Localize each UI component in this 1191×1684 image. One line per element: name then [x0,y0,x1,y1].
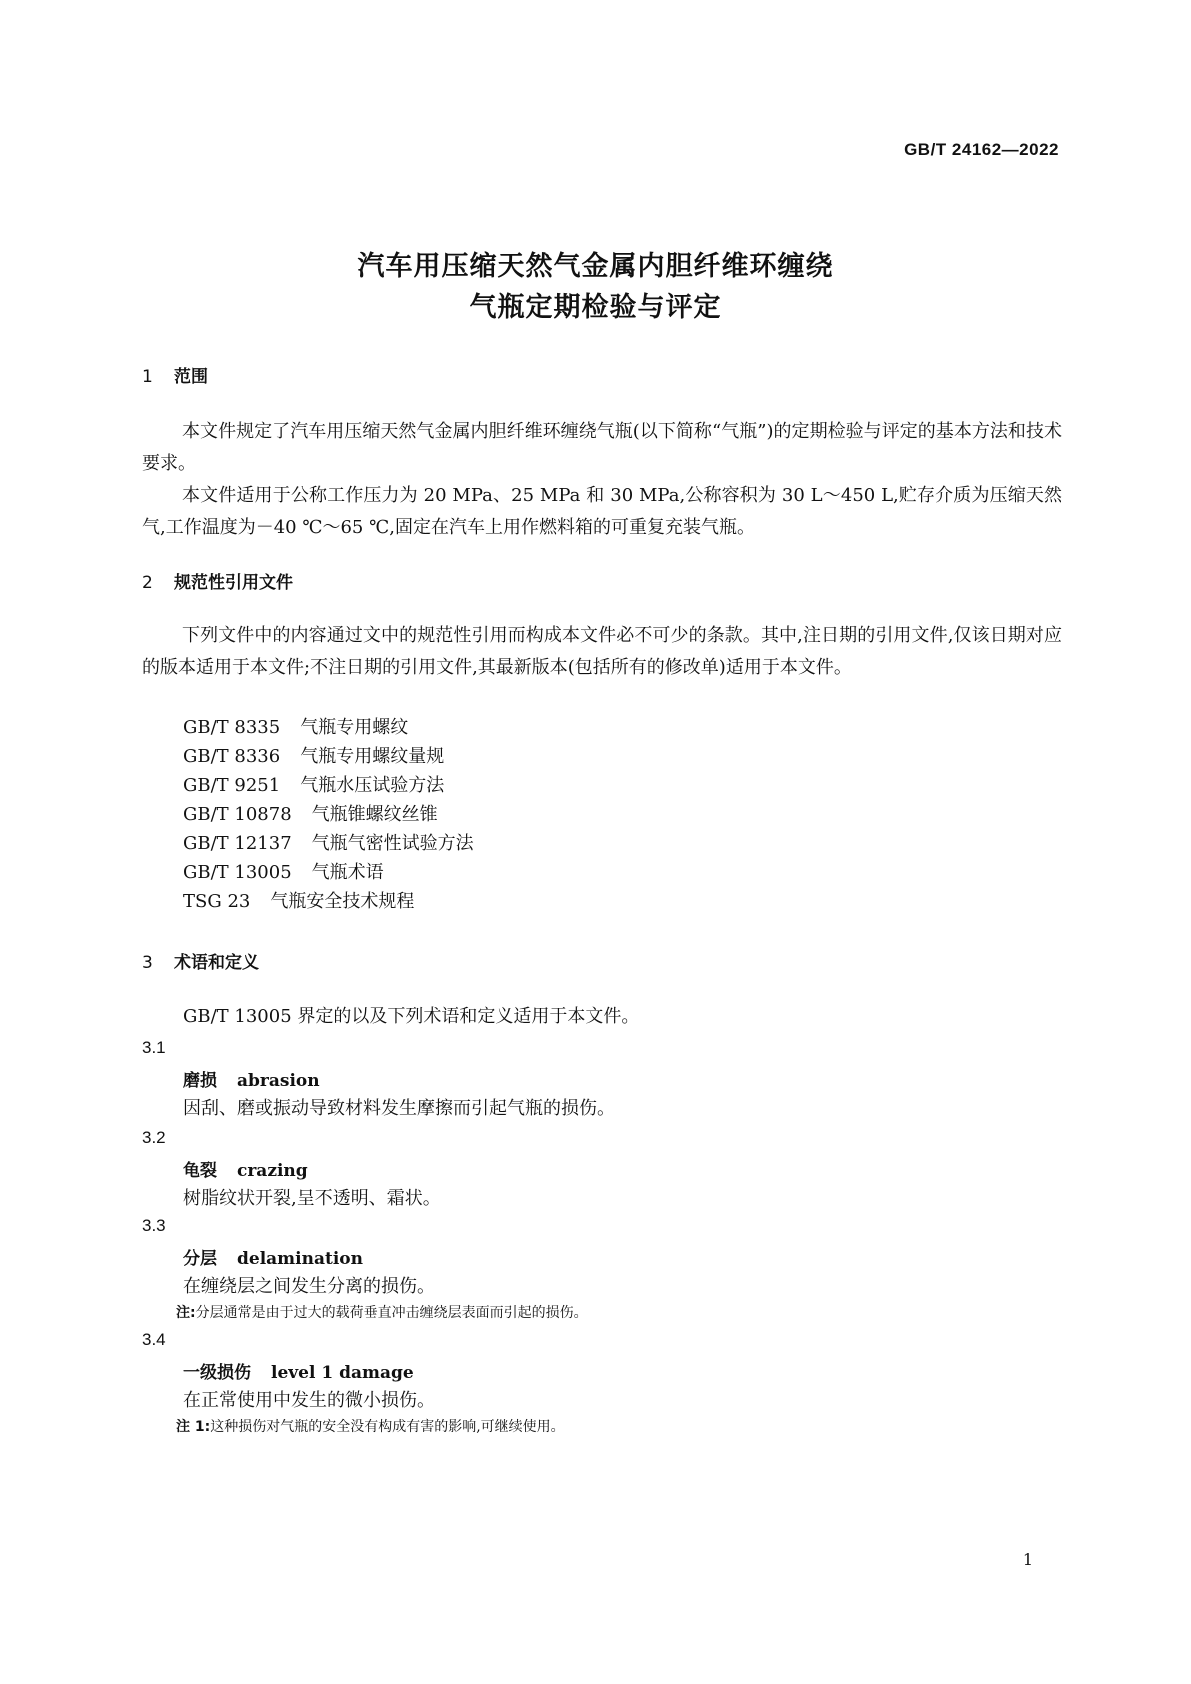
standard-code: GB/T 24162—2022 [904,140,1059,159]
note-label: 注 1: [176,1419,211,1435]
section-3-heading [142,948,259,973]
term-definition: 在缠绕层之间发生分离的损伤。 [183,1276,435,1297]
term-number: 3.3 [142,1216,166,1235]
term-note [176,1416,565,1436]
reference-item [183,800,438,826]
term-entry [183,1066,320,1091]
reference-title: 气瓶安全技术规程 [270,891,415,912]
page-number: 1 [1022,1550,1033,1569]
section-number: 1 [142,367,153,387]
reference-title: 气瓶水压试验方法 [300,775,445,796]
note-label: 注: [176,1305,196,1321]
reference-title: 气瓶术语 [311,862,384,883]
term-english: crazing [237,1161,308,1181]
term-number: 3.1 [142,1038,166,1057]
reference-title: 气瓶锥螺纹丝锥 [311,804,438,825]
term-entry [183,1156,308,1181]
reference-code: GB/T 9251 [183,775,281,796]
term-chinese: 磨损 [183,1071,217,1091]
reference-code: GB/T 8336 [183,746,281,767]
reference-item [183,887,414,913]
reference-code: GB/T 13005 [183,862,292,883]
reference-item [183,742,444,768]
section-number: 2 [142,573,153,593]
document-title-line-1: 汽车用压缩天然气金属内胆纤维环缠绕 [357,251,834,282]
document-title-line-2: 气瓶定期检验与评定 [469,292,722,323]
reference-code: GB/T 8335 [183,717,281,738]
section-2-heading [142,568,293,593]
reference-title: 气瓶专用螺纹量规 [300,746,445,767]
reference-code: GB/T 12137 [183,833,292,854]
reference-item [183,713,408,739]
reference-item [183,829,474,855]
terms-intro: GB/T 13005 界定的以及下列术语和定义适用于本文件。 [183,1006,640,1027]
scope-paragraph-1: 本文件规定了汽车用压缩天然气金属内胆纤维环缠绕气瓶(以下简称“气瓶”)的定期检验与评定的基本方法和技术要求。 [142,421,1062,474]
reference-title: 气瓶专用螺纹 [300,717,409,738]
term-entry [183,1244,363,1269]
term-english: level 1 damage [271,1363,414,1383]
reference-item [183,858,384,884]
section-number: 3 [142,953,153,973]
reference-code: TSG 23 [183,891,251,912]
term-definition: 在正常使用中发生的微小损伤。 [183,1390,435,1411]
section-1-heading [142,362,208,387]
section-title: 规范性引用文件 [174,573,293,593]
reference-title: 气瓶气密性试验方法 [311,833,474,854]
term-chinese: 分层 [183,1249,217,1269]
term-english: delamination [237,1249,364,1269]
note-text: 这种损伤对气瓶的安全没有构成有害的影响,可继续使用。 [210,1419,565,1435]
term-number: 3.2 [142,1128,166,1147]
section-title: 范围 [174,367,208,387]
note-text: 分层通常是由于过大的载荷垂直冲击缠绕层表面而引起的损伤。 [195,1305,588,1321]
reference-code: GB/T 10878 [183,804,292,825]
term-english: abrasion [237,1071,320,1091]
term-chinese: 一级损伤 [183,1363,251,1383]
term-note [176,1302,588,1322]
term-chinese: 龟裂 [183,1161,217,1181]
term-definition: 因刮、磨或振动导致材料发生摩擦而引起气瓶的损伤。 [183,1098,615,1119]
term-entry [183,1358,414,1383]
scope-paragraph-2: 本文件适用于公称工作压力为 20 MPa、25 MPa 和 30 MPa,公称容积为 30 L～450 L,贮存介质为压缩天然气,工作温度为－40 ℃～65 ℃,固定在汽车上用作燃料箱的可重复充装气瓶。 [142,485,1062,538]
reference-item [183,771,444,797]
normative-references-paragraph: 下列文件中的内容通过文中的规范性引用而构成本文件必不可少的条款。其中,注日期的引用文件,仅该日期对应的版本适用于本文件;不注日期的引用文件,其最新版本(包括所有的修改单)适用于本文件。 [142,625,1062,678]
term-number: 3.4 [142,1330,166,1349]
section-title: 术语和定义 [174,953,259,973]
term-definition: 树脂纹状开裂,呈不透明、霜状。 [183,1188,441,1209]
